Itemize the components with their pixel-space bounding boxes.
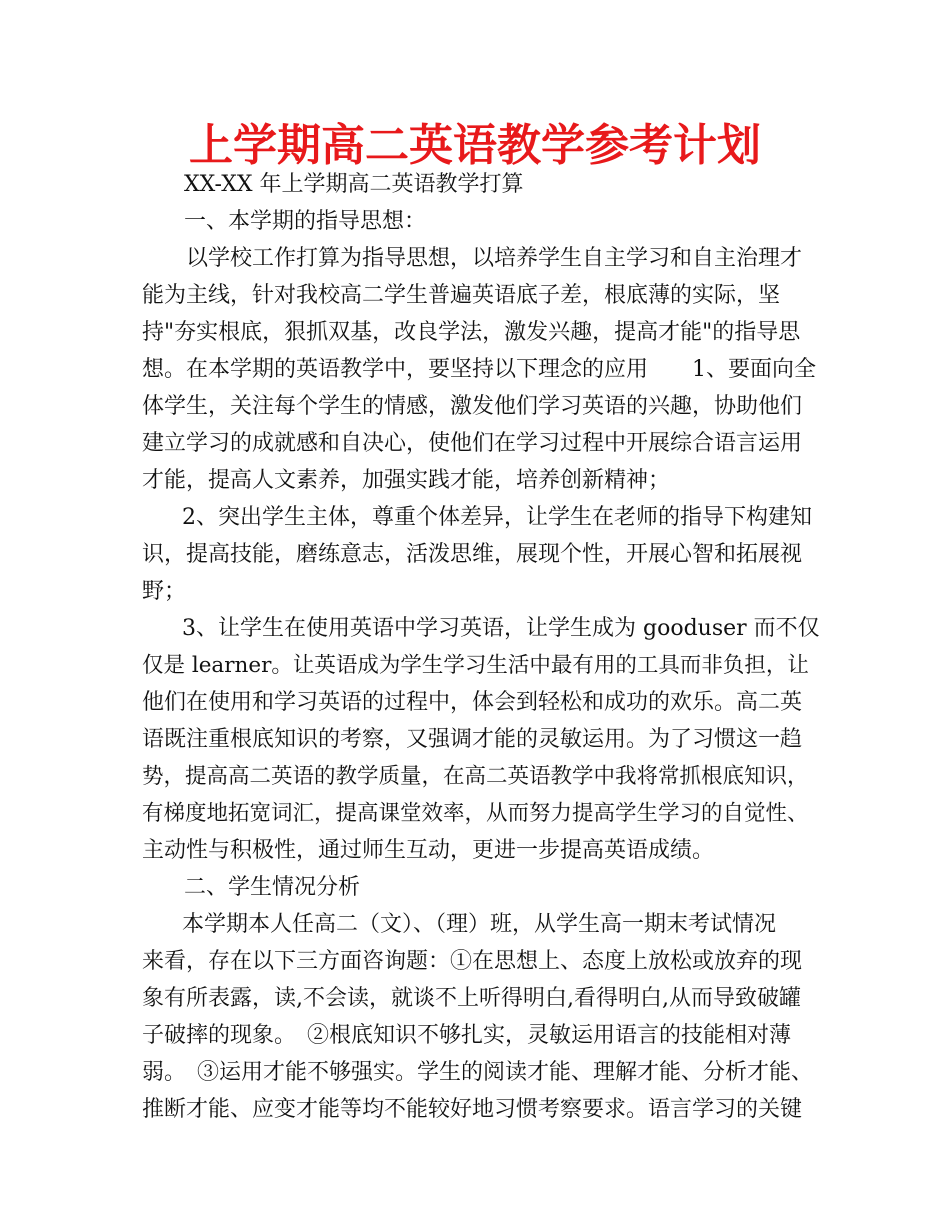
paragraph-line: 弱。 ③运用才能不够强实。学生的阅读才能、理解才能、分析才能、 bbox=[142, 1060, 814, 1085]
paragraph-line: 3、让学生在使用英语中学习英语，让学生成为 gooduser 而不仅 bbox=[182, 616, 820, 641]
paragraph-line: 势，提高高二英语的教学质量，在高二英语教学中我将常抓根底知识， bbox=[142, 764, 809, 789]
paragraph-line: 象有所表露，读,不会读，就谈不上听得明白,看得明白,从而导致破罐 bbox=[142, 986, 801, 1011]
paragraph-line: 能为主线，针对我校高二学生普遍英语底子差，根底薄的实际，坚 bbox=[142, 283, 781, 308]
subtitle-line: XX-XX 年上学期高二英语教学打算 bbox=[184, 172, 524, 197]
paragraph-line: 想。在本学期的英语教学中，要坚持以下理念的应用 1、要面向全 bbox=[142, 357, 816, 382]
paragraph-line: 才能，提高人文素养，加强实践才能，培养创新精神； bbox=[142, 468, 671, 493]
paragraph-line: 来看，存在以下三方面咨询题：①在思想上、态度上放松或放弃的现 bbox=[142, 949, 803, 974]
paragraph-line: 2、突出学生主体，尊重个体差异，让学生在老师的指导下构建知 bbox=[182, 505, 812, 530]
paragraph-line: 持"夯实根底，狠抓双基，改良学法，激发兴趣，提高才能"的指导思 bbox=[142, 320, 801, 345]
paragraph-line: 子破摔的现象。 ②根底知识不够扎实，灵敏运用语言的技能相对薄 bbox=[142, 1023, 792, 1048]
section-heading: 二、学生情况分析 bbox=[184, 875, 361, 900]
paragraph-line: 仅是 learner。让英语成为学生学习生活中最有用的工具而非负担，让 bbox=[142, 653, 809, 678]
paragraph-line: 语既注重根底知识的考察，又强调才能的灵敏运用。为了习惯这一趋 bbox=[142, 727, 803, 752]
paragraph-line: 本学期本人任高二（文）、（理）班，从学生高一期末考试情况 bbox=[182, 912, 777, 937]
paragraph-line: 有梯度地拓宽词汇，提高课堂效率，从而努力提高学生学习的自觉性、 bbox=[142, 801, 809, 826]
paragraph-line: 野； bbox=[142, 579, 187, 604]
paragraph-line: 主动性与积极性，通过师生互动，更进一步提高英语成绩。 bbox=[142, 838, 715, 863]
document-body bbox=[142, 166, 822, 1128]
paragraph-line: 识，提高技能，磨练意志，活泼思维，展现个性，开展心智和拓展视 bbox=[142, 542, 803, 567]
paragraph-line: 以学校工作打算为指导思想，以培养学生自主学习和自主治理才 bbox=[186, 246, 803, 271]
section-heading: 一、本学期的指导思想： bbox=[184, 209, 427, 234]
paragraph-line: 推断才能、应变才能等均不能较好地习惯考察要求。语言学习的关键 bbox=[142, 1097, 803, 1122]
paragraph-line: 他们在使用和学习英语的过程中，体会到轻松和成功的欢乐。高二英 bbox=[142, 690, 803, 715]
paragraph-line: 体学生，关注每个学生的情感，激发他们学习英语的兴趣，协助他们 bbox=[142, 394, 803, 419]
document-title: 上学期高二英语教学参考计划 bbox=[189, 120, 761, 171]
paragraph-line: 建立学习的成就感和自决心，使他们在学习过程中开展综合语言运用 bbox=[142, 431, 803, 456]
